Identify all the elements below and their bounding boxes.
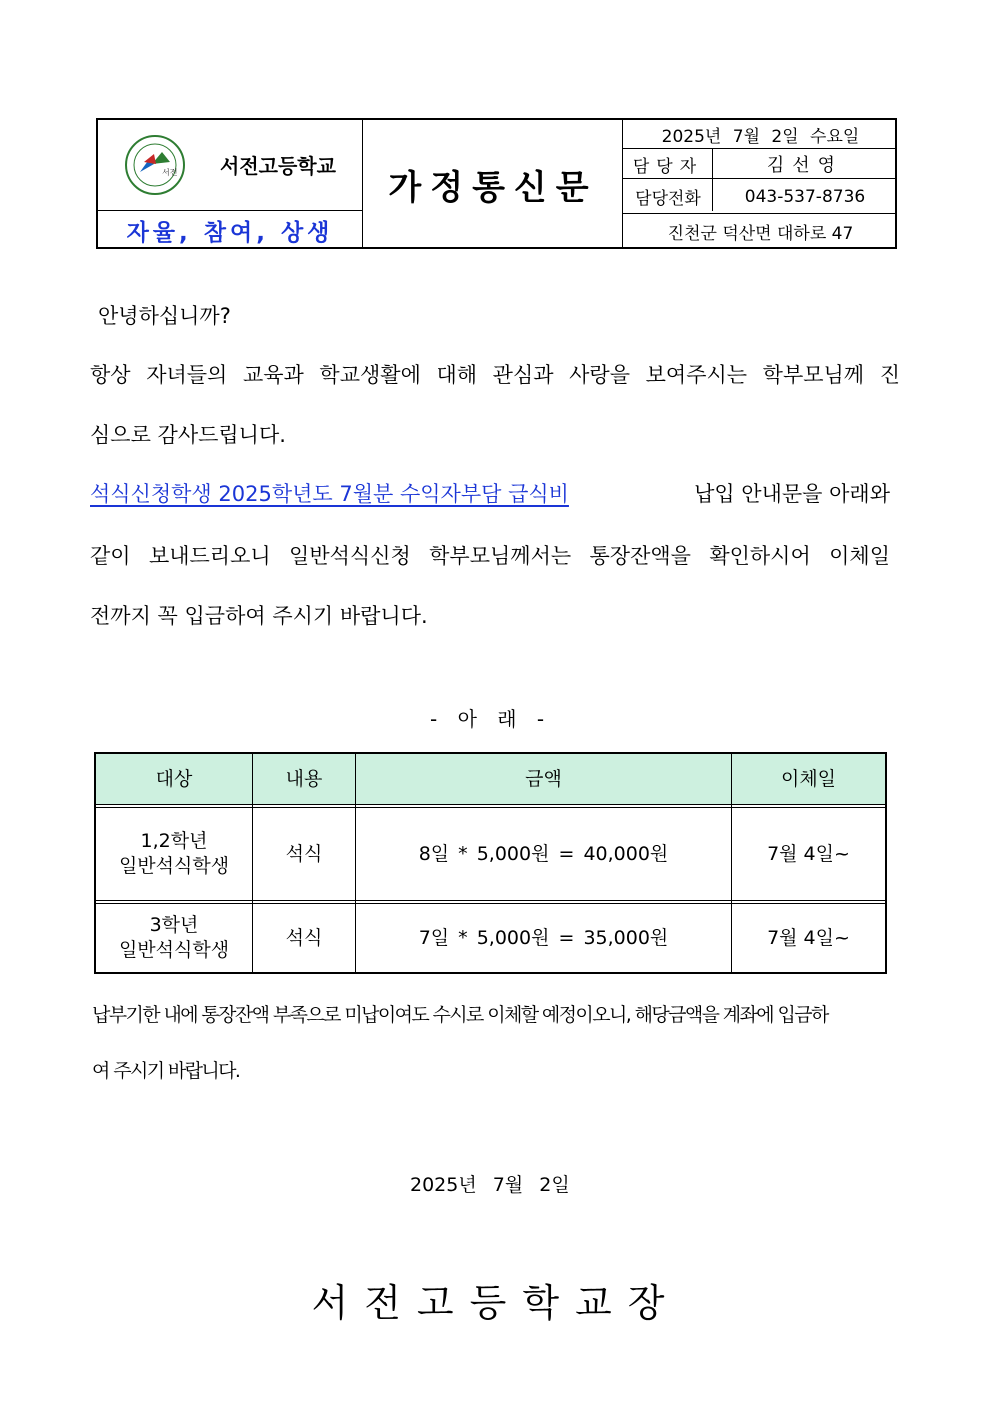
school-name: 서전고등학교 [220,154,336,178]
column-header-target: 대상 [155,767,193,790]
table-cell-date: 7월 4일~ [767,842,850,865]
header-table [96,118,897,249]
table-divider [96,900,885,901]
paragraph-line [90,478,890,508]
column-header-amount: 금액 [525,767,562,790]
paragraph-line: 전까지 꼭 입금하여 주시기 바랍니다. [90,604,428,628]
header-divider [98,210,362,211]
table-cell-amount: 7일 * 5,000원 = 35,000원 [418,926,669,949]
phone-label: 담당전화 [635,189,701,209]
paragraph-line: 같이 보내드리오니 일반석식신청 학부모님께서는 통장잔액을 확인하시어 이체일 [90,544,890,568]
principal-signature: 서전고등학교장 [311,1281,681,1325]
paragraph-line: 심으로 감사드립니다. [90,423,286,447]
table-cell-amount: 8일 * 5,000원 = 40,000원 [418,842,669,865]
person-label: 담당자 [632,156,704,177]
note-line: 여 주시기 바랍니다. [92,1060,240,1082]
highlight-text: 석식신청학생 2025학년도 7월분 수익자부담 급식비 [90,482,569,506]
footer-date: 2025년 7월 2일 [410,1174,570,1196]
target-type: 일반석식학생 [118,939,230,961]
table-cell-target [96,904,252,972]
person-value: 김선영 [766,155,844,176]
target-grade: 3학년 [149,914,199,936]
table-cell-content: 석식 [285,926,323,949]
school-address: 진천군 덕산면 대하로 47 [667,224,854,244]
table-cell-date: 7월 4일~ [767,926,850,949]
paragraph-line: 항상 자녀들의 교육과 학교생활에 대해 관심과 사랑을 보여주시는 학부모님께 진 [90,363,900,387]
table-cell-content: 석식 [285,842,323,865]
target-grade: 1,2학년 [140,830,208,852]
header-date: 2025년 7월 2일 수요일 [661,127,860,147]
note-line: 납부기한 내에 통장잔액 부족으로 미납이여도 수시로 이체할 예정이오니, 해당금액을 계좌에 입금하 [92,1004,828,1026]
school-motto: 자율, 참여, 상생 [126,220,334,246]
logo-lettering: 서전 [162,168,178,177]
column-header-content: 내용 [285,767,323,790]
school-logo [124,134,186,196]
paragraph-text: 납입 안내문을 아래와 [694,482,890,506]
fee-table [94,752,887,974]
phone-value: 043-537-8736 [744,186,866,207]
column-header-date: 이체일 [780,767,837,790]
document-title: 가정통신문 [388,168,598,208]
table-divider [96,804,885,805]
header-divider [622,120,623,247]
target-type: 일반석식학생 [118,855,230,877]
header-divider [362,120,363,247]
table-cell-target [96,808,252,900]
greeting: 안녕하십니까? [98,304,231,328]
below-heading: - 아 래 - [430,707,545,731]
